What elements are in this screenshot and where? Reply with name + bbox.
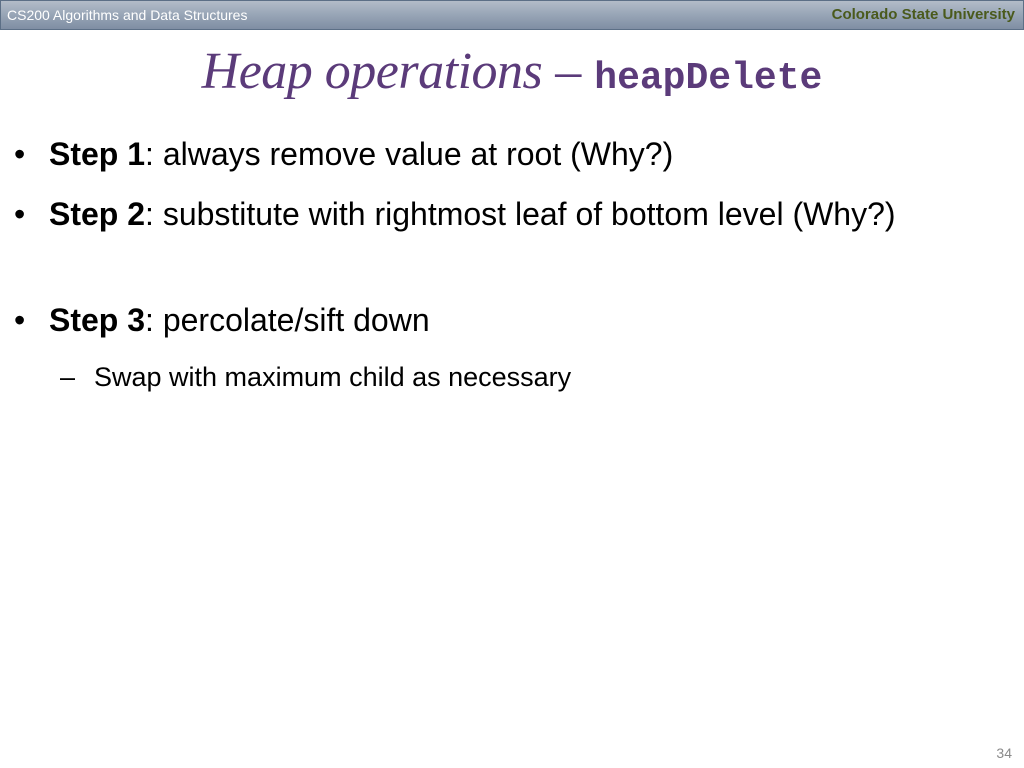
bullet-label: Step 3 xyxy=(49,302,146,338)
bullet-body: : substitute with rightmost leaf of bottom level (Why?) xyxy=(145,196,896,232)
university-name: Colorado State University xyxy=(831,6,1015,23)
bullet-label: Step 1 xyxy=(49,136,146,172)
course-title: CS200 Algorithms and Data Structures xyxy=(7,7,248,23)
bullet-body: : always remove value at root (Why?) xyxy=(145,136,674,172)
bullet-body: : percolate/sift down xyxy=(145,302,430,338)
bullet-text xyxy=(49,132,949,177)
title-main: Heap operations xyxy=(201,43,543,100)
bullet-marker: • xyxy=(14,136,26,172)
title-dash: – xyxy=(542,43,595,100)
subbullet-marker: – xyxy=(60,362,76,392)
bullet-label: Step 2 xyxy=(49,196,146,232)
bullet-text xyxy=(49,192,919,237)
header-bar xyxy=(0,0,1024,30)
slide-title xyxy=(0,42,1024,101)
bullet-marker: • xyxy=(14,302,26,338)
title-code: heapDelete xyxy=(594,57,823,100)
page-number: 34 xyxy=(996,745,1012,761)
subbullet-text: Swap with maximum child as necessary xyxy=(94,362,572,392)
bullet-text xyxy=(49,298,949,343)
bullet-marker: • xyxy=(14,196,26,232)
